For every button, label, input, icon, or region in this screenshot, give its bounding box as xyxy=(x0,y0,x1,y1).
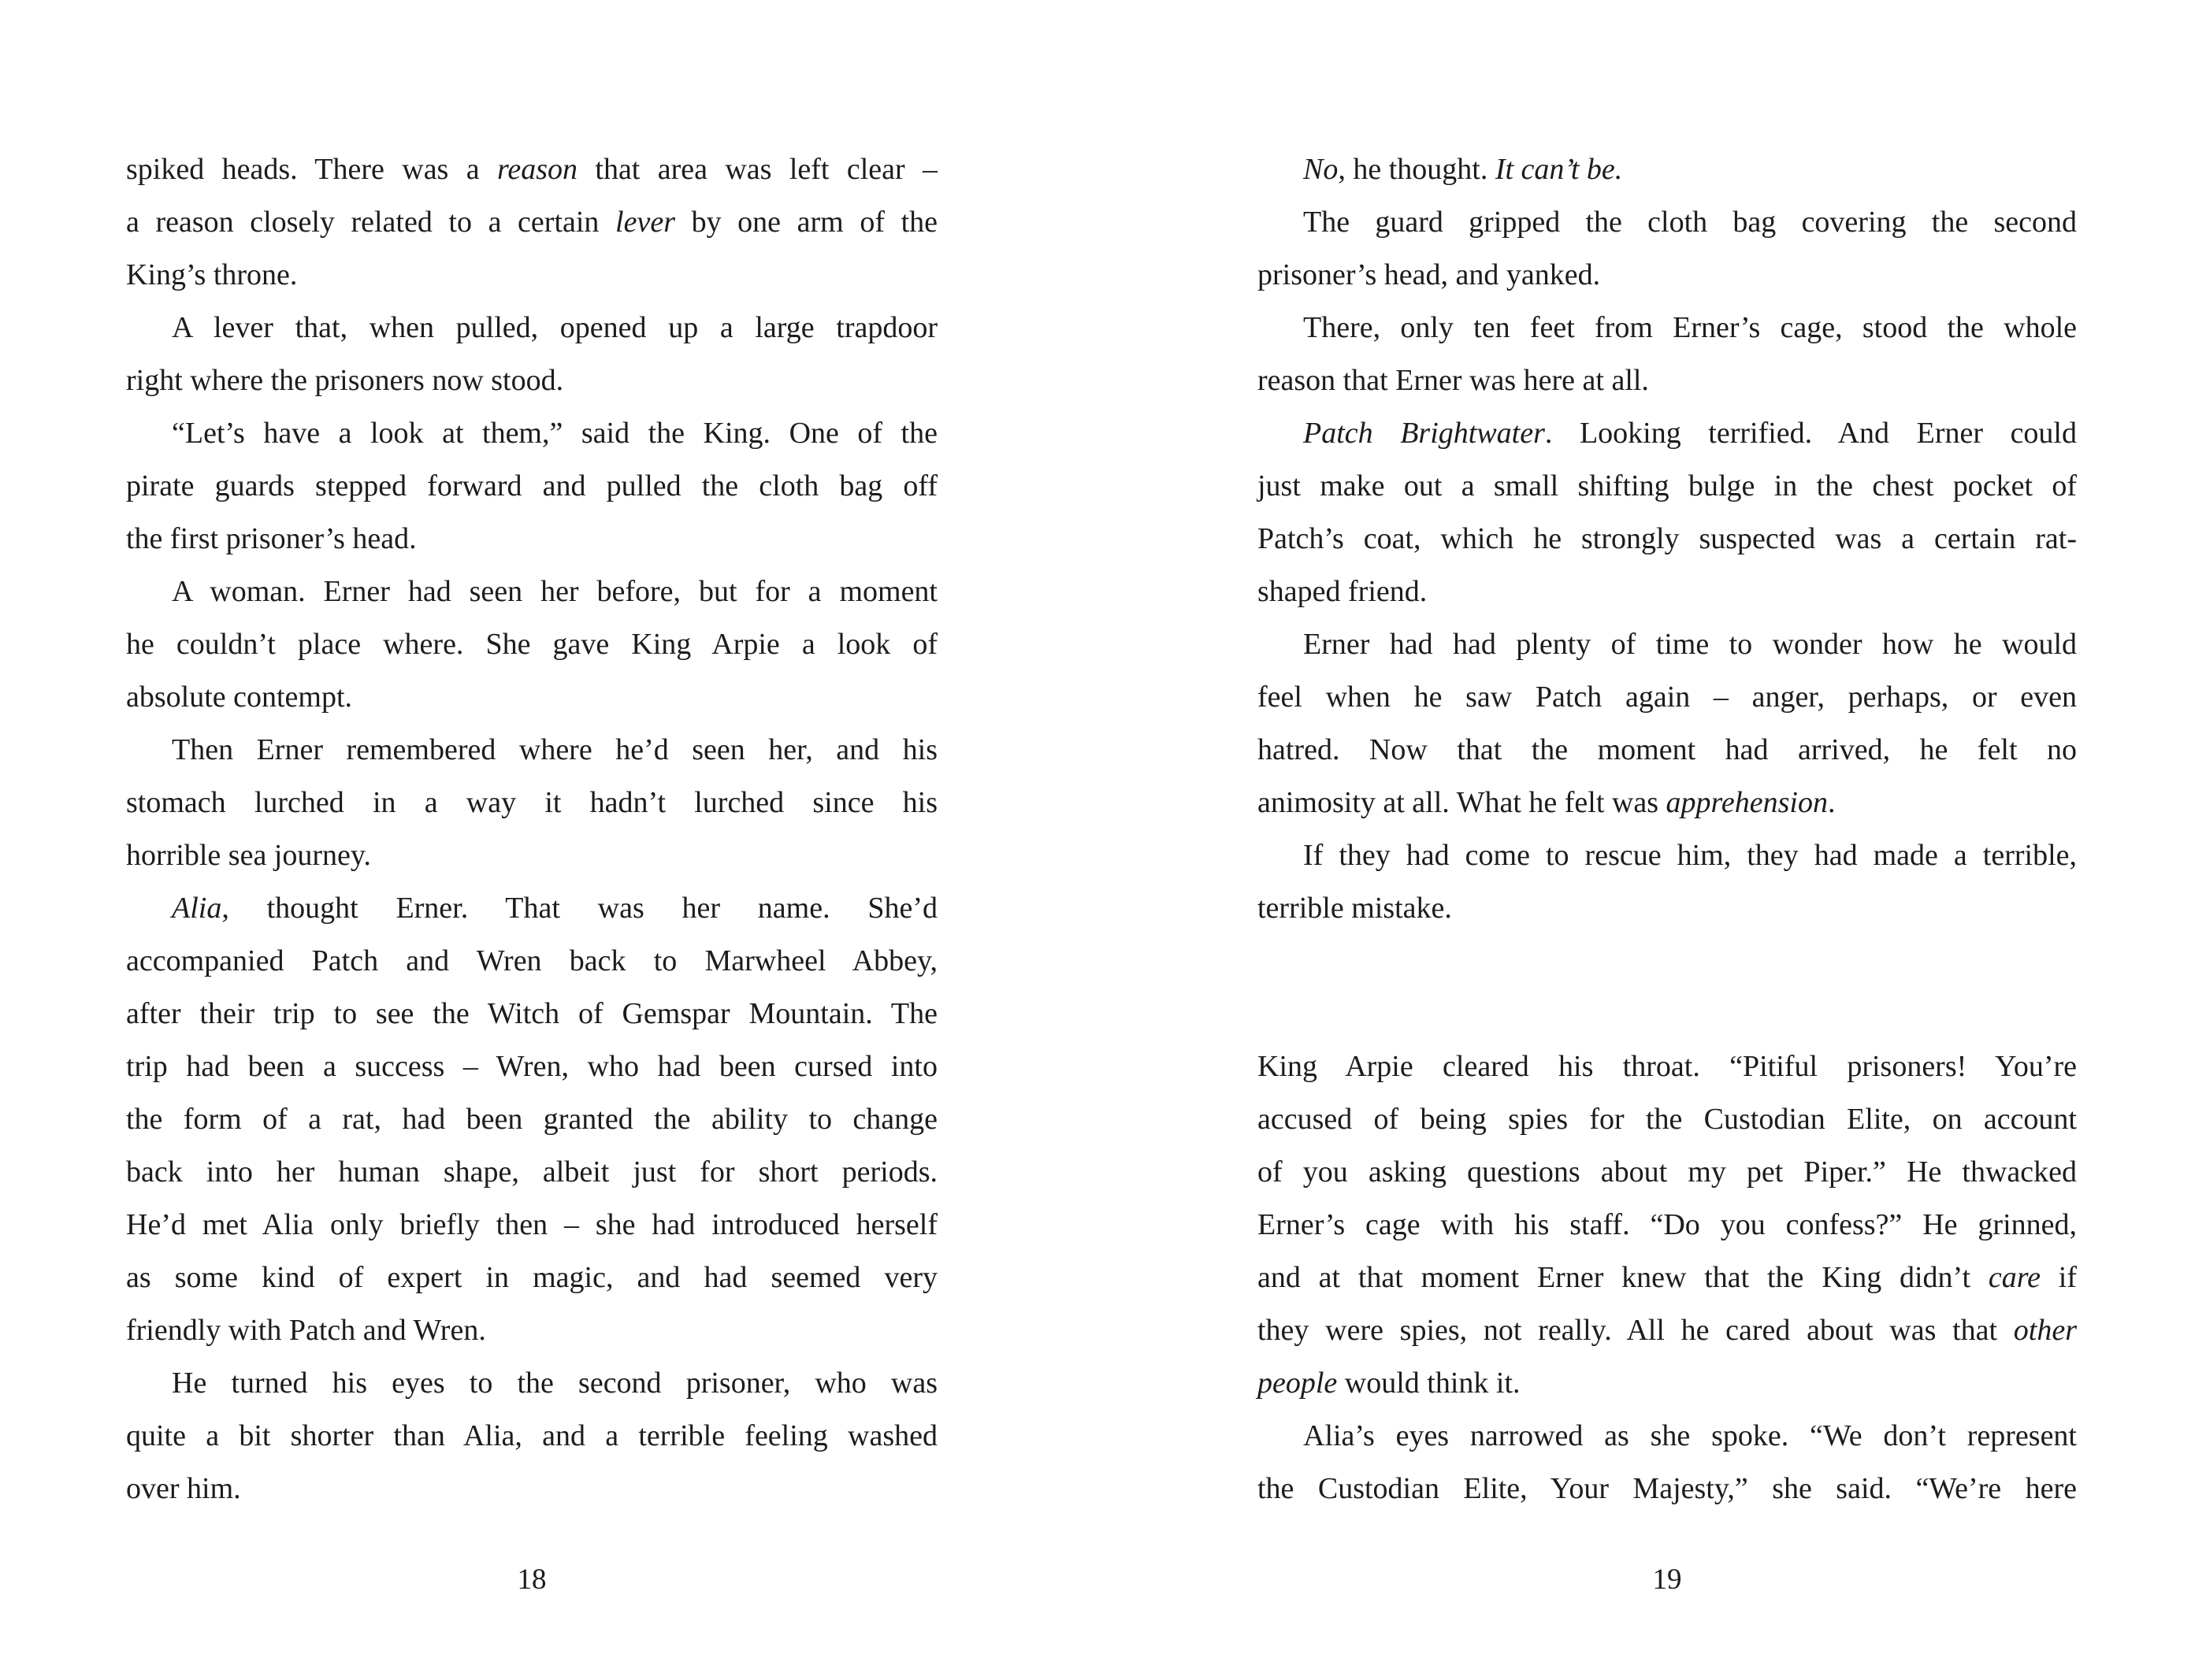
text-segment: A lever that, when pulled, opened up a large trapdoor xyxy=(172,311,938,344)
text-segment: friendly with Patch and Wren. xyxy=(126,1314,486,1347)
text-segment: There, only ten feet from Erner’s cage, stood the whole xyxy=(1303,311,2077,344)
text-segment: The guard gripped the cloth bag covering the second xyxy=(1303,206,2077,239)
text-line xyxy=(126,513,938,566)
page-number-right: 19 xyxy=(1652,1563,1682,1596)
text-line xyxy=(126,935,938,988)
text-line xyxy=(126,566,938,618)
text-segment: of you asking questions about my pet Piper.” He thwacked xyxy=(1257,1155,2077,1189)
text-segment: the form of a rat, had been granted the ability to change xyxy=(126,1103,938,1136)
text-segment: a reason closely related to a certain xyxy=(126,206,616,239)
text-segment: reason that Erner was here at all. xyxy=(1257,364,1649,397)
text-segment: trip had been a success – Wren, who had been cursed into xyxy=(126,1050,938,1083)
text-segment: absolute contempt. xyxy=(126,681,353,714)
text-segment: that area was left clear – xyxy=(577,153,938,186)
text-line xyxy=(1257,1199,2077,1252)
page-left-text xyxy=(126,143,938,1515)
text-segment: right where the prisoners now stood. xyxy=(126,364,564,397)
text-segment: Erner’s cage with his staff. “Do you confess?” He grinned, xyxy=(1257,1208,2077,1241)
text-line xyxy=(1257,1410,2077,1463)
text-segment: would think it. xyxy=(1337,1367,1521,1400)
page-right-text xyxy=(1257,143,2077,1515)
text-segment: as some kind of expert in magic, and had seemed very xyxy=(126,1261,938,1294)
text-line xyxy=(126,1093,938,1146)
italic-text-segment: care xyxy=(1988,1261,2041,1294)
text-segment: if xyxy=(2041,1261,2077,1294)
text-segment: He turned his eyes to the second prisoner, who was xyxy=(172,1367,938,1400)
text-line xyxy=(126,302,938,354)
text-segment: he couldn’t place where. She gave King Arpie a look of xyxy=(126,628,938,661)
text-line xyxy=(126,1252,938,1304)
text-line xyxy=(1257,1146,2077,1199)
text-segment: by one arm of the xyxy=(674,206,938,239)
text-line xyxy=(126,407,938,460)
text-line xyxy=(1257,1040,2077,1093)
italic-text-segment: No, xyxy=(1303,153,1346,186)
text-line xyxy=(1257,513,2077,566)
text-line xyxy=(126,1304,938,1357)
text-line xyxy=(126,829,938,882)
italic-text-segment: Alia xyxy=(172,892,222,925)
text-segment: just make out a small shifting bulge in the chest pocket of xyxy=(1257,469,2077,503)
italic-text-segment: Patch Brightwater xyxy=(1303,417,1545,450)
text-segment: accused of being spies for the Custodian Elite, on account xyxy=(1257,1103,2077,1136)
text-segment: after their trip to see the Witch of Gemspar Mountain. The xyxy=(126,997,938,1030)
page-left xyxy=(126,0,938,1680)
text-segment: spiked heads. There was a xyxy=(126,153,497,186)
text-segment: If they had come to rescue him, they had made a terrible, xyxy=(1303,839,2077,872)
text-segment: he thought. xyxy=(1345,153,1495,186)
text-line xyxy=(1257,724,2077,777)
text-line xyxy=(1257,407,2077,460)
text-segment: the Custodian Elite, Your Majesty,” she said. “We’re here xyxy=(1257,1472,2077,1505)
italic-text-segment: It can’t be. xyxy=(1495,153,1623,186)
text-line xyxy=(1257,882,2077,935)
page-number-left: 18 xyxy=(517,1563,547,1596)
italic-text-segment: people xyxy=(1257,1367,1338,1400)
text-segment: terrible mistake. xyxy=(1257,892,1452,925)
text-segment: , thought Erner. That was her name. She’d xyxy=(221,892,938,925)
text-segment: stomach lurched in a way it hadn’t lurched since his xyxy=(126,786,938,819)
text-segment: hatred. Now that the moment had arrived, he felt no xyxy=(1257,733,2077,766)
text-segment: . xyxy=(1827,786,1836,819)
text-line xyxy=(126,988,938,1040)
text-segment: Alia’s eyes narrowed as she spoke. “We don’t represent xyxy=(1303,1419,2077,1452)
text-line xyxy=(126,354,938,407)
text-segment: feel when he saw Patch again – anger, perhaps, or even xyxy=(1257,681,2077,714)
text-line xyxy=(126,724,938,777)
text-line xyxy=(1257,1463,2077,1515)
text-segment: animosity at all. What he felt was xyxy=(1257,786,1666,819)
text-segment: shaped friend. xyxy=(1257,575,1428,608)
italic-text-segment: lever xyxy=(615,206,675,239)
text-line xyxy=(1257,143,2077,196)
text-segment: King Arpie cleared his throat. “Pitiful prisoners! You’re xyxy=(1257,1050,2077,1083)
text-line xyxy=(126,460,938,513)
text-segment: He’d met Alia only briefly then – she had introduced herself xyxy=(126,1208,938,1241)
text-segment: “Let’s have a look at them,” said the King. One of the xyxy=(172,417,938,450)
text-segment: quite a bit shorter than Alia, and a terrible feeling washed xyxy=(126,1419,938,1452)
text-segment: accompanied Patch and Wren back to Marwheel Abbey, xyxy=(126,944,938,977)
text-line xyxy=(126,1463,938,1515)
text-line xyxy=(126,249,938,302)
text-line xyxy=(1257,777,2077,829)
text-segment: the first prisoner’s head. xyxy=(126,522,417,555)
text-segment: . Looking terrified. And Erner could xyxy=(1544,417,2077,450)
text-line xyxy=(126,1040,938,1093)
italic-text-segment: other xyxy=(2013,1314,2077,1347)
text-line xyxy=(1257,671,2077,724)
text-line xyxy=(126,618,938,671)
text-segment: horrible sea journey. xyxy=(126,839,371,872)
text-line xyxy=(1257,302,2077,354)
text-line xyxy=(1257,354,2077,407)
text-segment: A woman. Erner had seen her before, but for a moment xyxy=(172,575,938,608)
text-line xyxy=(1257,1357,2077,1410)
text-line xyxy=(1257,196,2077,249)
text-line xyxy=(1257,618,2077,671)
text-segment: prisoner’s head, and yanked. xyxy=(1257,258,1601,291)
text-line xyxy=(126,196,938,249)
text-segment: over him. xyxy=(126,1472,241,1505)
text-segment: they were spies, not really. All he cared about was that xyxy=(1257,1314,2014,1347)
text-line xyxy=(1257,566,2077,618)
text-segment: Patch’s coat, which he strongly suspected was a certain rat- xyxy=(1257,522,2077,555)
text-line xyxy=(1257,1304,2077,1357)
italic-text-segment: reason xyxy=(496,153,578,186)
text-segment: Then Erner remembered where he’d seen her, and his xyxy=(172,733,938,766)
text-segment: back into her human shape, albeit just for short periods. xyxy=(126,1155,938,1189)
text-line xyxy=(126,1146,938,1199)
text-line xyxy=(126,1199,938,1252)
text-line xyxy=(126,671,938,724)
page-right xyxy=(1257,0,2077,1680)
text-line xyxy=(126,1357,938,1410)
text-line xyxy=(126,777,938,829)
text-line xyxy=(1257,460,2077,513)
text-line xyxy=(1257,249,2077,302)
text-line xyxy=(126,882,938,935)
italic-text-segment: apprehension xyxy=(1666,786,1828,819)
text-line xyxy=(126,143,938,196)
text-line xyxy=(126,1410,938,1463)
text-segment: pirate guards stepped forward and pulled the cloth bag off xyxy=(126,469,938,503)
text-segment: and at that moment Erner knew that the King didn’t xyxy=(1257,1261,1989,1294)
text-segment: King’s throne. xyxy=(126,258,298,291)
text-segment: Erner had had plenty of time to wonder how he would xyxy=(1303,628,2077,661)
text-line xyxy=(1257,829,2077,882)
text-line xyxy=(1257,1093,2077,1146)
text-line xyxy=(1257,1252,2077,1304)
